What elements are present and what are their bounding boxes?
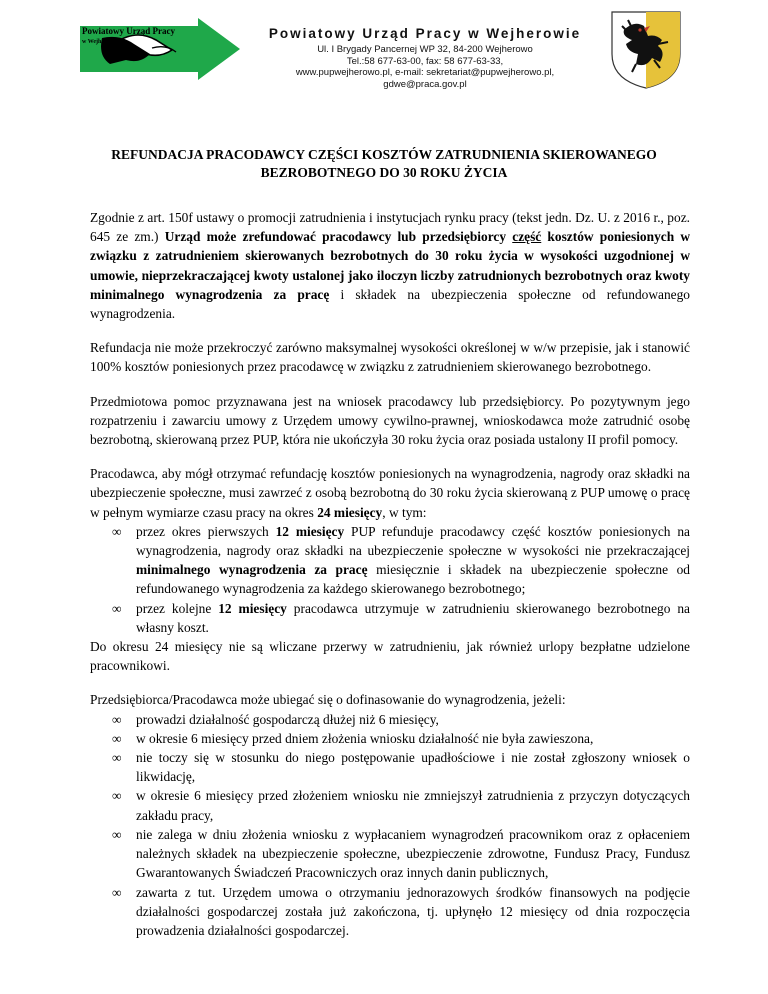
bullet-icon: ∞ xyxy=(112,711,122,727)
logo-line2: w Wejherowie xyxy=(82,39,119,45)
p4-bold-b: 24 miesięcy xyxy=(317,504,383,520)
p4-text-a: Pracodawca, aby mógł otrzymać refundację kosztów poniesionych na wynagrodzenia, nagrody oraz składki na ubezpieczenie społeczne, musi zawrzeć z osobą bezrobotną do 30 roku życia skierowaną z PUP umowę o pracę w pełnym wymiarze czasu pracy na okres xyxy=(90,466,690,520)
office-info xyxy=(250,26,600,90)
eligibility-text: nie toczy się w stosunku do niego postępowanie upadłościowe i nie został zgłoszony wniosek o likwidację, xyxy=(136,750,690,785)
logo-line1: Powiatowy Urząd Pracy xyxy=(82,26,175,36)
refund-periods-list xyxy=(90,522,690,637)
list-item xyxy=(112,786,690,824)
l1i1-e: miesięcznie i składek na ubezpieczenie społeczne od refundowanego wynagrodzenia za każdego skierowanego bezrobotnego; xyxy=(136,562,690,597)
bullet-icon: ∞ xyxy=(112,730,122,746)
l1i1-b: 12 miesięcy xyxy=(275,523,345,539)
l1i1-d: minimalnego wynagrodzenia za pracę xyxy=(136,562,368,578)
list-item xyxy=(112,599,690,637)
l1i1-a: przez okres pierwszych xyxy=(136,523,276,539)
office-phone: Tel.:58 677-63-00, fax: 58 677-63-33, xyxy=(346,55,504,67)
bullet-icon: ∞ xyxy=(112,750,122,766)
wejherowo-coat-of-arms-icon xyxy=(608,8,684,90)
p1-bold-b: Urząd może zrefundować pracodawcy lub przedsiębiorcy xyxy=(164,229,513,245)
list-item xyxy=(112,522,690,599)
paragraph-refund-limit: Refundacja nie może przekroczyć zarówno maksymalnej wysokości określonej w w/w przepisie, jak i stanowić 100% kosztów poniesionych przez pracodawcę w związku z zatrudnieniem skierowanego bezrobotnego. xyxy=(90,340,690,375)
list-item xyxy=(112,710,690,729)
bullet-icon: ∞ xyxy=(112,600,122,616)
pup-logo xyxy=(80,18,240,80)
p1-bold-d: kosztów poniesionych w związku z zatrudnieniem skierowanych bezrobotnych do 30 roku życia w wysokości uzgodnionej w umowie, nieprzekraczającej kwoty ustalonej jako iloczyn liczby zatrudnionych bezrobotnych oraz kwoty minimalnego wynagrodzenia za pracę xyxy=(90,229,691,302)
paragraph-legal-basis xyxy=(90,208,690,323)
document-body xyxy=(90,208,690,940)
office-web-email: www.pupwejherowo.pl, e-mail: sekretariat@pupwejherowo.pl, xyxy=(295,67,555,78)
eligibility-text: prowadzi działalność gospodarczą dłużej niż 6 miesięcy, xyxy=(136,711,439,727)
l1i2-a: przez kolejne xyxy=(136,600,219,616)
bullet-icon: ∞ xyxy=(112,884,122,900)
bullet-icon: ∞ xyxy=(112,826,122,842)
l1i1-c: PUP refunduje pracodawcy część kosztów poniesionych na wynagrodzenia, nagrody oraz składki na ubezpieczenie społeczne w wysokości nie przekraczającej xyxy=(136,523,690,559)
title-line2: BEZROBOTNEGO DO 30 ROKU ŻYCIA xyxy=(260,165,508,180)
l1i2-c: pracodawca utrzymuje w zatrudnieniu skierowanego bezrobotnego na własny koszt. xyxy=(136,600,690,635)
bullet-icon: ∞ xyxy=(112,523,122,539)
list-item xyxy=(112,825,690,883)
list-item xyxy=(112,883,690,941)
eligibility-text: nie zalega w dniu złożenia wniosku z wypłacaniem wynagrodzeń pracownikom oraz z opłaceniem należnych składek na ubezpieczenie społeczne, ubezpieczenie zdrowotne, Fundusz Pracy, Fundusz Gwarantowanych Świadczeń Pracowniczych oraz innych danin publicznych, xyxy=(136,826,690,881)
bullet-icon: ∞ xyxy=(112,788,122,804)
p1-text-a: Zgodnie z art. 150f ustawy o promocji zatrudnienia i instytucjach rynku pracy (tekst jedn. Dz. U. z 2016 r., poz. 645 ze zm.) xyxy=(90,210,690,245)
paragraph-interruptions: Do okresu 24 miesięcy nie są wliczane przerwy w zatrudnieniu, jak również urlopy bezpłatne udzielone pracownikowi. xyxy=(90,639,690,674)
office-name: Powiatowy Urząd Pracy w Wejherowie xyxy=(268,26,582,41)
list-item xyxy=(112,748,690,786)
letterhead xyxy=(0,0,768,110)
paragraph-employment-conditions xyxy=(90,464,690,522)
office-email2: gdwe@praca.gov.pl xyxy=(383,78,467,90)
office-address: Ul. I Brygady Pancernej WP 32, 84-200 Wejherowo xyxy=(317,44,533,55)
eligibility-text: zawarta z tut. Urzędem umowa o otrzymaniu jednorazowych środków finansowych na podjęcie działalności gospodarczej została już zakończona, tj. upłynęło 12 miesięcy od dnia rozpoczęcia prowadzenia działalności gospodarczej. xyxy=(136,884,690,938)
eligibility-list xyxy=(90,710,690,940)
eligibility-text: w okresie 6 miesięcy przed złożeniem wniosku nie zmniejszył zatrudnienia z przyczyn dotyczących zakładu pracy, xyxy=(136,788,690,823)
p1-text-e: i składek na ubezpieczenia społeczne od refundowanego wynagrodzenia. xyxy=(90,286,690,322)
title-line1: REFUNDACJA PRACODAWCY CZĘŚCI KOSZTÓW ZATRUDNIENIA SKIEROWANEGO xyxy=(111,147,657,162)
p1-bold-underline: część xyxy=(512,229,542,245)
l1i2-b: 12 miesięcy xyxy=(218,600,287,616)
list-item xyxy=(112,729,690,748)
paragraph-eligibility-intro: Przedsiębiorca/Pracodawca może ubiegać się o dofinasowanie do wynagrodzenia, jeżeli: xyxy=(90,692,566,708)
document-title xyxy=(96,146,672,182)
eligibility-text: w okresie 6 miesięcy przed dniem złożenia wniosku działalność nie była zawieszona, xyxy=(136,730,594,746)
paragraph-application: Przedmiotowa pomoc przyznawana jest na wniosek pracodawcy lub przedsiębiorcy. Po pozytywnym jego rozpatrzeniu i zawarciu umowy z Urzędem umowy cywilno-prawnej, wnioskodawca może zatrudnić osobę bezrobotną, skierowaną przez PUP, która nie ukończyła 30 roku życia oraz posiada ustalony II profil pomocy. xyxy=(90,393,690,448)
p4-text-c: , w tym: xyxy=(382,504,427,520)
